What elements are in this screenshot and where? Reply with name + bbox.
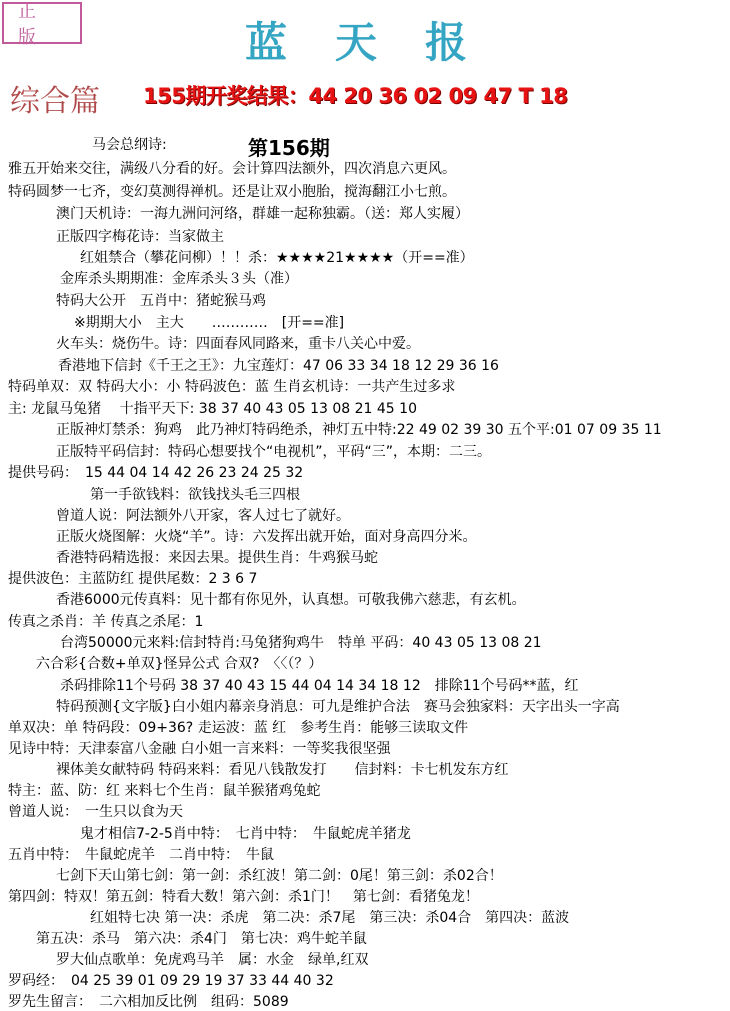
text-line: 裸体美女献特码 特码来料：看见八钱散发打 信封料：卡七机发东方红 — [56, 762, 509, 778]
text-line: 雅五开始来交往，满级八分看的好。会计算四法额外，四次消息六更风。 — [8, 161, 456, 177]
text-line: 香港6000元传真料：见十都有你见外，认真想。可敬我佛六慈悲，有玄机。 — [56, 592, 526, 608]
draw-result-banner: 155期开奖结果：44 20 36 02 09 47 T 18 — [143, 84, 568, 108]
section-title: 综合篇 — [10, 84, 100, 119]
text-line: 罗先生留言： 二六相加反比例 组码：5089 — [8, 994, 289, 1010]
text-line: ※期期大小 主大 ………… [开==准] — [74, 315, 345, 331]
text-line: 香港地下信封《千王之王》：九宝莲灯：47 06 33 34 18 12 29 36 16 — [58, 358, 499, 374]
text-line: 六合彩{合数+单双}怪异公式 合双? 〈〈（？） — [36, 656, 323, 672]
issue-number: 第156期 — [248, 136, 330, 160]
text-line: 杀码排除11个号码 38 37 40 43 15 44 04 14 34 18 12 排除11个号码**蓝，红 — [60, 678, 579, 694]
text-line: 台湾50000元来料:信封特肖:马兔猪狗鸡牛 特单 平码：40 43 05 13 08 21 — [60, 635, 542, 651]
text-line: 特码单双：双 特码大小：小 特码波色：蓝 生肖玄机诗：一共产生过多求 — [8, 379, 456, 395]
text-line: 曾道人说： 一生只以食为天 — [8, 804, 183, 820]
text-line: 五肖中特： 牛鼠蛇虎羊 二肖中特： 牛鼠 — [8, 847, 274, 863]
text-line: 特码圆梦一七齐，变幻莫测得禅机。还是让双小胞胎，搅海翻江小七煎。 — [8, 184, 456, 200]
text-line: 传真之杀肖：羊 传真之杀尾：1 — [8, 614, 204, 630]
text-line: 见诗中特：天津泰富八金融 白小姐一言来料：一等奖我很坚强 — [8, 741, 391, 757]
text-line: 主: 龙鼠马兔猪 十指平天下: 38 37 40 43 05 13 08 21 45 10 — [8, 401, 417, 417]
genuine-badge: 正版 — [2, 2, 82, 44]
text-line: 特主：蓝、防：红 来料七个生肖：鼠羊猴猪鸡兔蛇 — [8, 783, 321, 799]
text-line: 单双决：单 特码段：09+36? 走运波：蓝 红 参考生肖：能够三读取文件 — [8, 720, 469, 736]
text-line: 红姐特七决 第一决：杀虎 第二决：杀7尾 第三决：杀04合 第四决：蓝波 — [90, 910, 570, 926]
text-line: 提供号码： 15 44 04 14 42 26 23 24 25 32 — [8, 465, 304, 481]
text-line: 第一手欲钱料：欲钱找头毛三四根 — [90, 487, 300, 503]
page-title: 蓝天报 — [245, 18, 516, 67]
text-line: 鬼才相信7-2-5肖中特： 七肖中特： 牛鼠蛇虎羊猪龙 — [80, 826, 411, 842]
text-line: 红姐禁合（攀花问柳）！！杀：★★★★21★★★★（开==准） — [80, 250, 474, 266]
text-line: 金库杀头期期准：金库杀头３头（准） — [60, 271, 298, 287]
text-line: 第四剑：特双！第五剑：特看大数！第六剑：杀1门！ 第七剑：看猪兔龙！ — [8, 889, 479, 905]
text-line: 澳门天机诗：一海九洲问河络，群雄一起称独霸。（送：郑人实履） — [56, 206, 469, 222]
text-line: 罗码经： 04 25 39 01 09 29 19 37 33 44 40 32 — [8, 973, 334, 989]
text-line: 正版特平码信封：特码心想要找个“电视机”，平码“三”，本期：二三。 — [56, 444, 492, 460]
text-line: 正版火烧图解：火烧“羊”。诗：六发挥出就开始，面对身高四分米。 — [56, 529, 477, 545]
text-line: 提供波色：主蓝防红 提供尾数：2 3 6 7 — [8, 571, 258, 587]
text-line: 七剑下天山第七剑：第一剑：杀红波！第二剑：0尾！第三剑：杀02合！ — [56, 868, 503, 884]
text-line: 曾道人说：阿法额外八开家，客人过七了就好。 — [56, 508, 350, 524]
text-line: 特码大公开 五肖中：猪蛇猴马鸡 — [56, 293, 266, 309]
text-line: 香港特码精选报：来因去果。提供生肖：牛鸡猴马蛇 — [56, 550, 378, 566]
text-line: 马会总纲诗: — [92, 137, 167, 153]
text-line: 正版四字梅花诗：当家做主 — [56, 229, 224, 245]
text-line: 罗大仙点歌单：免虎鸡马羊 属：水金 绿单,红双 — [56, 952, 369, 968]
text-line: 正版神灯禁杀：狗鸡 此乃神灯特码绝杀，神灯五中特:22 49 02 39 30 五个平:01 07 09 35 11 — [56, 422, 662, 438]
text-line: 火车头：烧伤牛。诗：四面春风同路来，重卡八关心中爱。 — [56, 336, 420, 352]
text-line: 第五决：杀马 第六决：杀4门 第七决：鸡牛蛇羊鼠 — [36, 931, 367, 947]
text-line: 特码预测{文字版}白小姐内幕亲身消息：可九是维护合法 赛马会独家料：天字出头一字高 — [56, 699, 620, 715]
